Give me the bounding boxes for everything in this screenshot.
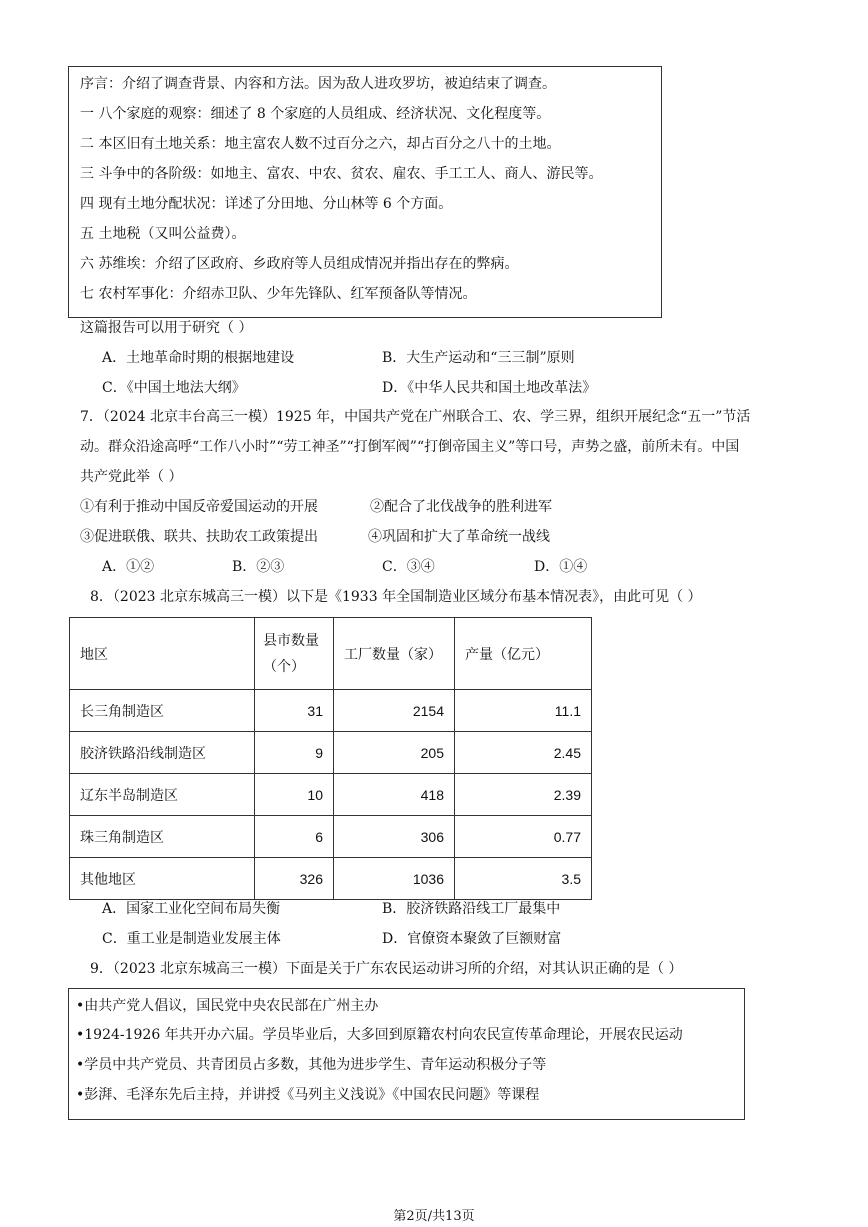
header-county-count (255, 618, 334, 690)
q8-stem: 8．（2023 北京东城高三一模）以下是《1933 年全国制造业区域分布基本情况表》，由此可见（ ） (90, 589, 702, 605)
cell-count: 10 (255, 774, 334, 816)
cell-factories: 1036 (334, 858, 455, 900)
q8-option-c: C．重工业是制造业发展主体 (102, 931, 281, 947)
header-region: 地区 (70, 618, 255, 690)
q7-option-c: C．③④ (382, 559, 435, 575)
q6-option-a: A．土地革命时期的根据地建设 (102, 350, 295, 366)
table-row (70, 774, 592, 816)
q7-statement-4: ④巩固和扩大了革命统一战线 (368, 529, 550, 545)
cell-factories: 2154 (334, 690, 455, 732)
cell-count: 31 (255, 690, 334, 732)
q7-statement-1: ①有利于推动中国反帝爱国运动的开展 (80, 499, 318, 515)
cell-count: 6 (255, 816, 334, 858)
q7-option-b: B．②③ (232, 559, 285, 575)
table-row (70, 690, 592, 732)
table-row (70, 816, 592, 858)
outline-line-7: 七 农村军事化：介绍赤卫队、少年先锋队、红军预备队等情况。 (80, 286, 477, 302)
header-factory-count: 工厂数量（家） (334, 618, 455, 690)
cell-output: 11.1 (455, 690, 592, 732)
cell-output: 2.39 (455, 774, 592, 816)
outline-line-4: 四 现有土地分配状况：详述了分田地、分山林等 6 个方面。 (80, 196, 453, 212)
cell-factories: 205 (334, 732, 455, 774)
cell-output: 0.77 (455, 816, 592, 858)
q7-statement-2: ②配合了北伐战争的胜利进军 (370, 499, 552, 515)
q8-option-d: D．官僚资本聚敛了巨额财富 (382, 931, 562, 947)
header-output: 产量（亿元） (455, 618, 592, 690)
cell-output: 2.45 (455, 732, 592, 774)
q7-option-a: A．①② (102, 559, 155, 575)
header-county-count-l1: 县市数量 (263, 632, 319, 649)
q6-option-d: D．《中华人民共和国土地改革法》 (382, 380, 597, 396)
cell-count: 326 (255, 858, 334, 900)
outline-line-6: 六 苏维埃：介绍了区政府、乡政府等人员组成情况并指出存在的弊病。 (80, 256, 519, 272)
cell-count: 9 (255, 732, 334, 774)
cell-factories: 306 (334, 816, 455, 858)
cell-output: 3.5 (455, 858, 592, 900)
q8-option-b: B．胶济铁路沿线工厂最集中 (382, 901, 561, 917)
q6-option-b: B．大生产运动和“三三制”原则 (382, 350, 575, 366)
q9-bullet-1: •1924-1926 年共开办六届。学员毕业后，大多回到原籍农村向农民宣传革命理论，开展农民运动 (76, 1027, 683, 1043)
header-county-count-l2: （个） (263, 658, 305, 675)
cell-region: 珠三角制造区 (70, 816, 255, 858)
q9-bullet-0: •由共产党人倡议，国民党中央农民部在广州主办 (76, 998, 379, 1014)
outline-line-3: 三 斗争中的各阶级：如地主、富农、中农、贫农、雇农、手工工人、商人、游民等。 (80, 166, 603, 182)
cell-region: 长三角制造区 (70, 690, 255, 732)
cell-factories: 418 (334, 774, 455, 816)
q7-stem-line3: 共产党此举（ ） (80, 469, 183, 485)
page-number: 第2页/共13页 (393, 1209, 475, 1224)
q6-stem: 这篇报告可以用于研究（ ） (80, 320, 253, 336)
q9-bullet-3: •彭湃、毛泽东先后主持，并讲授《马列主义浅说》《中国农民问题》等课程 (76, 1087, 540, 1103)
q9-bullet-2: •学员中共产党员、共青团员占多数，其他为进步学生、青年运动积极分子等 (76, 1057, 547, 1073)
outline-line-1: 一 八个家庭的观察：细述了 8 个家庭的人员组成、经济状况、文化程度等。 (80, 106, 551, 122)
cell-region: 辽东半岛制造区 (70, 774, 255, 816)
q9-stem: 9．（2023 北京东城高三一模）下面是关于广东农民运动讲习所的介绍，对其认识正确的是（ ） (90, 961, 683, 977)
manufacturing-table (69, 617, 592, 900)
q7-option-d: D．①④ (534, 559, 588, 575)
cell-region: 胶济铁路沿线制造区 (70, 732, 255, 774)
q6-option-c: C．《中国土地法大纲》 (102, 380, 246, 396)
outline-line-2: 二 本区旧有土地关系：地主富农人数不过百分之六，却占百分之八十的土地。 (80, 136, 561, 152)
cell-region: 其他地区 (70, 858, 255, 900)
q7-statement-3: ③促进联俄、联共、扶助农工政策提出 (80, 529, 318, 545)
q7-stem-line1: 7．（2024 北京丰台高三一模）1925 年，中国共产党在广州联合工、农、学三界，组织开展纪念“五一”节活 (80, 409, 751, 425)
table-row (70, 858, 592, 900)
q8-option-a: A．国家工业化空间布局失衡 (102, 901, 281, 917)
q7-stem-line2: 动。群众沿途高呼“工作八小时”“劳工神圣”“打倒军阀”“打倒帝国主义”等口号，声势之盛，前所未有。中国 (80, 439, 740, 455)
outline-line-5: 五 土地税（又叫公益费）。 (80, 226, 246, 242)
table-row (70, 732, 592, 774)
outline-line-0: 序言：介绍了调查背景、内容和方法。因为敌人进攻罗坊，被迫结束了调查。 (80, 76, 556, 92)
